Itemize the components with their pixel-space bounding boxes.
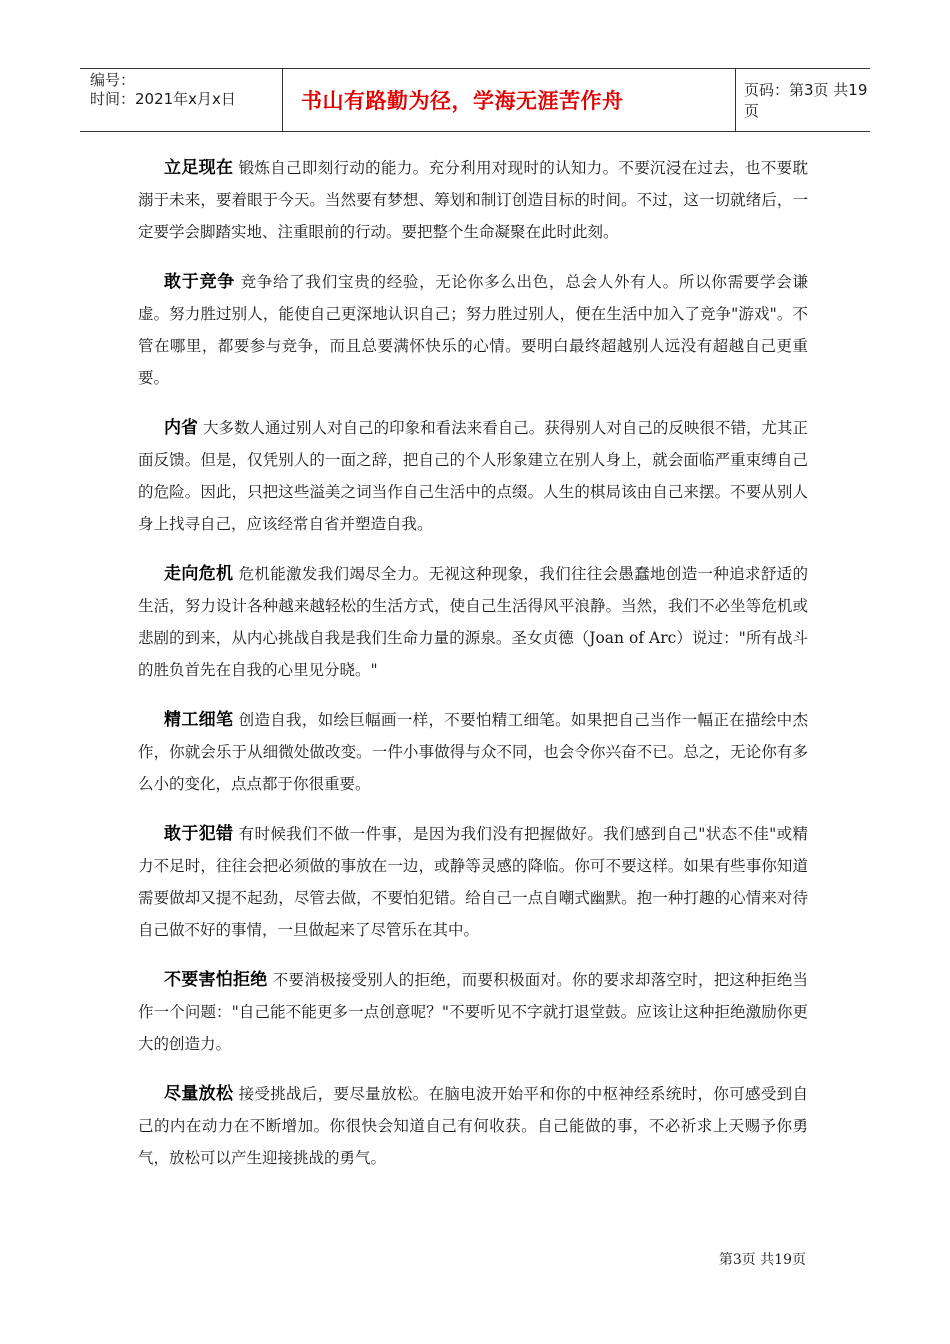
paragraph-text: 不要消极接受别人的拒绝，而要积极面对。你的要求却落空时，把这种拒绝当作一个问题："自己能不能更多一点创意呢？"不要听见不字就打退堂鼓。应该让这种拒绝激励你更大的创造力。 bbox=[138, 971, 808, 1053]
header-info bbox=[80, 69, 282, 131]
header-page-number: 页码：第3页 共19页 bbox=[744, 81, 868, 120]
paragraph-lead: 敢于竞争 bbox=[164, 272, 235, 292]
paragraph-text: 接受挑战后，要尽量放松。在脑电波开始平和你的中枢神经系统时，你可感受到自己的内在动力在不断增加。你很快会知道自己有何收获。自己能做的事，不必祈求上天赐予你勇气，放松可以产生迎接挑战的勇气。 bbox=[138, 1085, 808, 1167]
header-motto: 书山有路勤为径，学海无涯苦作舟 bbox=[282, 69, 736, 131]
paragraph-text: 创造自我，如绘巨幅画一样，不要怕精工细笔。如果把自己当作一幅正在描绘中杰作，你就会乐于从细微处做改变。一件小事做得与众不同，也会令你兴奋不已。总之，无论你有多么小的变化，点点都于你很重要。 bbox=[138, 711, 808, 793]
paragraph-text: 有时候我们不做一件事，是因为我们没有把握做好。我们感到自己"状态不佳"或精力不足时，往往会把必须做的事放在一边，或静等灵感的降临。你可不要这样。如果有些事你知道需要做却又提不起劲，尽管去做，不要怕犯错。给自己一点自嘲式幽默。抱一种打趣的心情来对待自己做不好的事情，一旦做起来了尽管乐在其中。 bbox=[138, 825, 808, 939]
paragraph-lead: 内省 bbox=[164, 418, 199, 438]
paragraph-6 bbox=[138, 818, 808, 946]
paragraph-5 bbox=[138, 704, 808, 800]
paragraph-3 bbox=[138, 412, 808, 540]
page-header bbox=[80, 68, 870, 132]
paragraph-7 bbox=[138, 964, 808, 1060]
header-number: 编号： bbox=[90, 71, 136, 89]
paragraph-text: 大多数人通过别人对自己的印象和看法来看自己。获得别人对自己的反映很不错，尤其正面反馈。但是，仅凭别人的一面之辞，把自己的个人形象建立在别人身上，就会面临严重束缚自己的危险。因此，只把这些溢美之词当作自己生活中的点缀。人生的棋局该由自己来摆。不要从别人身上找寻自己，应该经常自省并塑造自我。 bbox=[138, 419, 808, 533]
paragraph-8 bbox=[138, 1078, 808, 1174]
paragraph-lead: 走向危机 bbox=[164, 564, 234, 584]
paragraph-lead: 尽量放松 bbox=[164, 1084, 234, 1104]
paragraph-lead: 敢于犯错 bbox=[164, 824, 234, 844]
paragraph-1 bbox=[138, 152, 808, 248]
paragraph-lead: 立足现在 bbox=[164, 158, 234, 178]
header-date: 时间：2021年x月x日 bbox=[90, 90, 236, 108]
paragraph-text: 危机能激发我们竭尽全力。无视这种现象，我们往往会愚蠢地创造一种追求舒适的生活，努力设计各种越来越轻松的生活方式，使自己生活得风平浪静。当然，我们不必坐等危机或悲剧的到来，从内心挑战自我是我们生命力量的源泉。圣女贞德（Joan of Arc）说过："所有战斗的胜负首先在自我的心里见分晓。" bbox=[138, 565, 808, 679]
page-footer: 第3页 共19页 bbox=[718, 1252, 806, 1268]
paragraph-lead: 精工细笔 bbox=[164, 710, 234, 730]
paragraph-2 bbox=[138, 266, 808, 394]
document-body bbox=[138, 152, 808, 1192]
paragraph-lead: 不要害怕拒绝 bbox=[164, 970, 268, 990]
paragraph-text: 竞争给了我们宝贵的经验，无论你多么出色，总会人外有人。所以你需要学会谦虚。努力胜过别人，能使自己更深地认识自己；努力胜过别人，便在生活中加入了竞争"游戏"。不管在哪里，都要参与竞争，而且总要满怀快乐的心情。要明白最终超越别人远没有超越自己更重要。 bbox=[138, 273, 809, 387]
paragraph-4 bbox=[138, 558, 808, 686]
paragraph-text: 锻炼自己即刻行动的能力。充分利用对现时的认知力。不要沉浸在过去，也不要耽溺于未来，要着眼于今天。当然要有梦想、筹划和制订创造目标的时间。不过，这一切就绪后，一定要学会脚踏实地、注重眼前的行动。要把整个生命凝聚在此时此刻。 bbox=[138, 159, 808, 241]
